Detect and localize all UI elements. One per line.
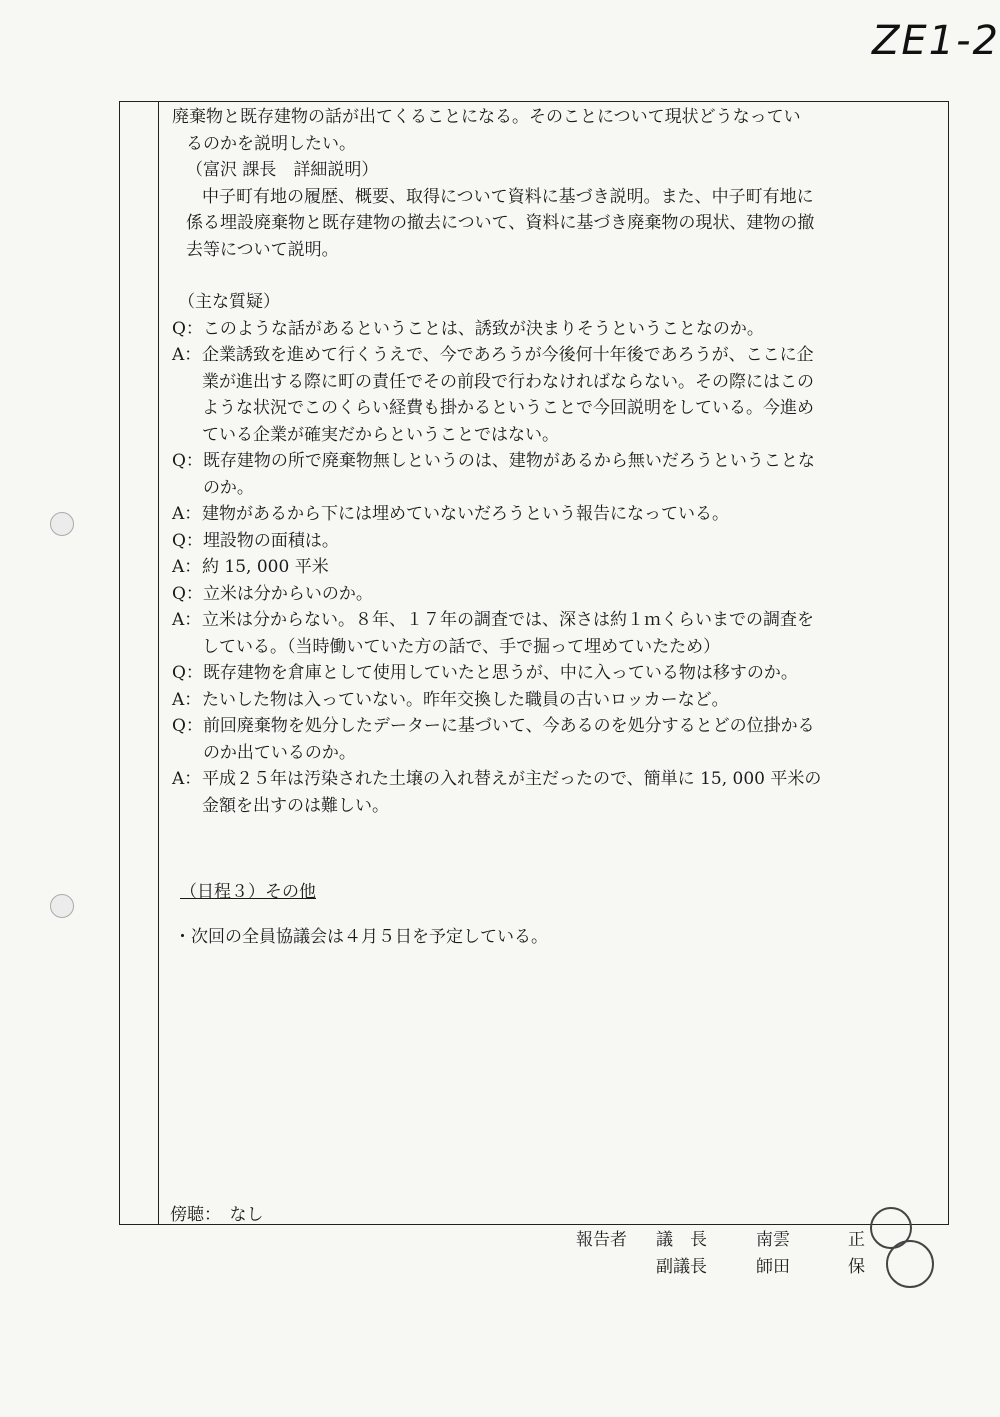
- qa-item: [172, 554, 940, 581]
- detail-line: 去等について説明。: [186, 239, 339, 260]
- qa-line: 約 15, 000 平米: [202, 557, 329, 577]
- qa-item: [172, 713, 940, 766]
- qa-line: 前回廃棄物を処分したデーターに基づいて、今あるのを処分するとどの位掛かる: [202, 716, 815, 736]
- qa-tag: Q：: [172, 318, 203, 339]
- qa-tag: Q：: [172, 583, 203, 604]
- qa-item: [172, 687, 940, 714]
- reporter-role: 副議長: [656, 1257, 707, 1277]
- intro-line: 廃棄物と既存建物の話が出てくることになる。そのことについて現状どうなってい: [172, 107, 801, 127]
- qa-line: たいした物は入っていない。昨年交換した職員の古いロッカーなど。: [202, 689, 729, 710]
- qa-tag: Q：: [172, 716, 203, 736]
- detail-line: 係る埋設廃棄物と既存建物の撤去について、資料に基づき廃棄物の現状、建物の撤: [186, 213, 815, 233]
- qa-item: [172, 316, 940, 343]
- section3-heading: （日程３）その他: [180, 882, 316, 902]
- reporter-given-name: 正: [848, 1230, 865, 1250]
- reporters-block: [576, 1227, 865, 1281]
- speaker-note: （富沢 課長 詳細説明）: [186, 160, 379, 180]
- qa-item: [172, 528, 940, 555]
- qa-line: 既存建物の所で廃棄物無しというのは、建物があるから無いだろうということな: [202, 451, 815, 471]
- qa-tag: Q：: [172, 530, 203, 551]
- page-id-handwritten: ZE1-2: [872, 18, 1000, 64]
- schedule-bullet: ・次回の全員協議会は４月５日を予定している。: [174, 926, 548, 947]
- qa-line: 立米は分からない。８年、１７年の調査では、深さは約１ｍくらいまでの調査を: [202, 610, 814, 630]
- qa-list: [172, 316, 940, 820]
- qa-item: [172, 501, 940, 528]
- qa-tag: Q：: [172, 451, 203, 471]
- qa-item: [172, 607, 940, 660]
- qa-line: 平成２５年は汚染された土壌の入れ替えが主だったので、簡単に 15, 000 平米の: [202, 769, 822, 789]
- reporter-row: [576, 1254, 865, 1281]
- reporter-surname: 師田: [756, 1257, 790, 1277]
- qa-line: 金額を出すのは難しい。: [202, 795, 389, 816]
- qa-line: のか出ているのか。: [202, 742, 356, 763]
- qa-tag: A：: [172, 610, 202, 630]
- reporter-row: [576, 1227, 865, 1254]
- qa-line: 埋設物の面積は。: [202, 530, 339, 551]
- qa-line: 企業誘致を進めて行くうえで、今であろうが今後何十年後であろうが、ここに企: [202, 345, 814, 365]
- qa-tag: A：: [172, 769, 202, 789]
- reporter-label: 報告者: [576, 1230, 627, 1250]
- qa-line: している。（当時働いていた方の話で、手で掘って埋めていたため）: [202, 636, 721, 657]
- qa-line: 業が進出する際に町の責任でその前段で行わなければならない。その際にはこの: [202, 371, 814, 392]
- reporter-given-name: 保: [848, 1257, 865, 1277]
- reporter-role: 議 長: [656, 1230, 707, 1250]
- qa-line: ような状況でこのくらい経費も掛かるということで今回説明をしている。今進め: [202, 398, 814, 418]
- intro-line: るのかを説明したい。: [186, 133, 356, 154]
- qa-tag: A：: [172, 345, 202, 365]
- qa-line: 立米は分からいのか。: [202, 583, 373, 604]
- qa-line: のか。: [202, 477, 254, 498]
- qa-line: 建物があるから下には埋めていないだろうという報告になっている。: [202, 504, 729, 524]
- punch-hole-top: [50, 512, 74, 536]
- qa-line: ている企業が確実だからということではない。: [202, 424, 559, 445]
- qa-item: [172, 766, 940, 819]
- seal-stamp-vice-chair: [886, 1240, 934, 1288]
- qa-tag: A：: [172, 557, 202, 577]
- qa-tag: A：: [172, 689, 202, 710]
- qa-item: [172, 342, 940, 448]
- punch-hole-bottom: [50, 894, 74, 918]
- qa-item: [172, 581, 940, 608]
- observer-line: 傍聴： なし: [170, 1205, 264, 1225]
- qa-tag: A：: [172, 504, 202, 524]
- reporter-surname: 南雲: [756, 1230, 790, 1250]
- qa-line: 既存建物を倉庫として使用していたと思うが、中に入っている物は移すのか。: [202, 663, 798, 683]
- frame-column-divider: [158, 101, 159, 1225]
- qa-tag: Q：: [172, 663, 203, 683]
- qa-item: [172, 660, 940, 687]
- qa-heading: （主な質疑）: [178, 292, 280, 312]
- qa-item: [172, 448, 940, 501]
- detail-line: 中子町有地の履歴、概要、取得について資料に基づき説明。また、中子町有地に: [202, 186, 814, 207]
- qa-line: このような話があるということは、誘致が決まりそうということなのか。: [202, 318, 764, 339]
- minutes-body: [172, 104, 940, 950]
